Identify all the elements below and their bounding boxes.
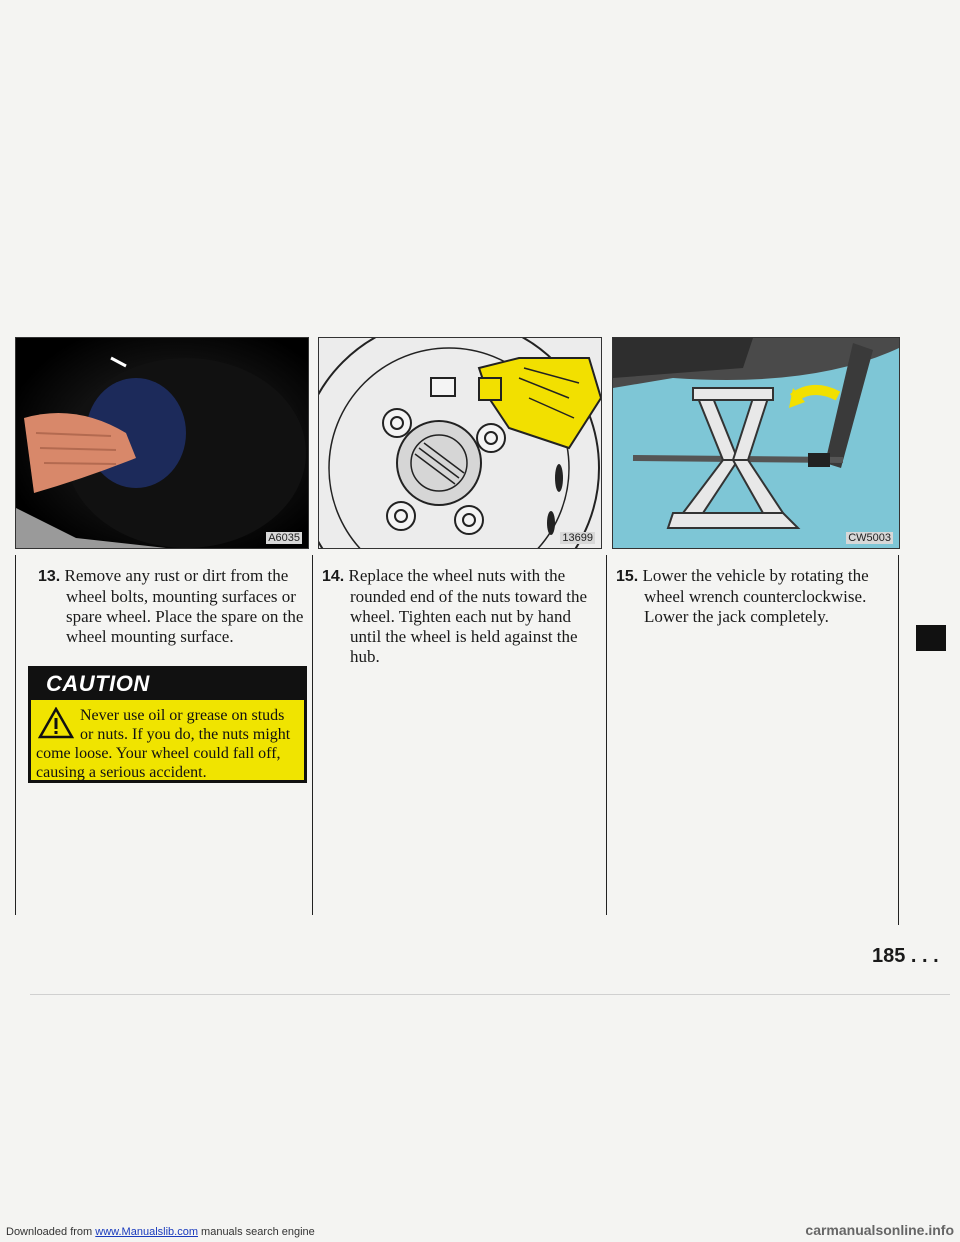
step-text-first: Replace the wheel nuts with the — [348, 566, 566, 585]
footer-prefix: Downloaded from — [6, 1226, 96, 1238]
wheel-nuts-illustration — [319, 338, 601, 548]
jack-illustration — [613, 338, 899, 548]
page-rule — [30, 994, 950, 995]
step-text: wheel bolts, mounting surfaces or spare wheel. Place the spare on the wheel mounting surface. — [66, 587, 304, 646]
page-number: 185 . . . — [872, 945, 939, 967]
footer-suffix: manuals search engine — [197, 1226, 315, 1238]
step-number: 13. — [38, 568, 61, 585]
watermark: carmanualsonline.info — [805, 1222, 954, 1238]
step-15 — [616, 566, 892, 627]
caution-title: CAUTION — [46, 671, 150, 696]
section-tab-marker — [916, 625, 946, 651]
step-13 — [38, 566, 310, 647]
caution-body — [36, 706, 298, 782]
figure-ref-label: CW5003 — [848, 532, 891, 544]
caution-content — [28, 666, 307, 783]
figure-lower-jack — [612, 337, 900, 549]
column-divider — [312, 555, 313, 915]
step-14 — [322, 566, 602, 667]
step-text-first: Lower the vehicle by rotating the — [642, 566, 869, 585]
figure-wipe-wheel — [15, 337, 309, 549]
figure-ref-label: 13699 — [562, 532, 593, 544]
step-text: wheel wrench counterclockwise. Lower the jack completely. — [644, 587, 867, 626]
wipe-wheel-illustration — [16, 338, 308, 548]
warning-triangle-icon — [38, 707, 74, 739]
step-text-first: Remove any rust or dirt from the — [64, 566, 289, 585]
caution-text: Never use oil or grease on studs or nuts. If you do, the nuts might come loose. Your wheel could fall off, causing a serious accident. — [36, 707, 291, 781]
download-footer — [6, 1226, 315, 1238]
step-number: 14. — [322, 568, 345, 585]
manualslib-link[interactable]: www.Manualslib.com — [95, 1226, 198, 1238]
step-text: rounded end of the nuts toward the wheel. Tighten each nut by hand until the wheel is held against the hub. — [350, 587, 587, 666]
column-divider — [898, 555, 899, 925]
step-number: 15. — [616, 568, 639, 585]
figure-wheel-nuts — [318, 337, 602, 549]
column-divider — [606, 555, 607, 915]
figure-ref-label: A6035 — [268, 532, 300, 544]
column-divider — [15, 555, 16, 915]
